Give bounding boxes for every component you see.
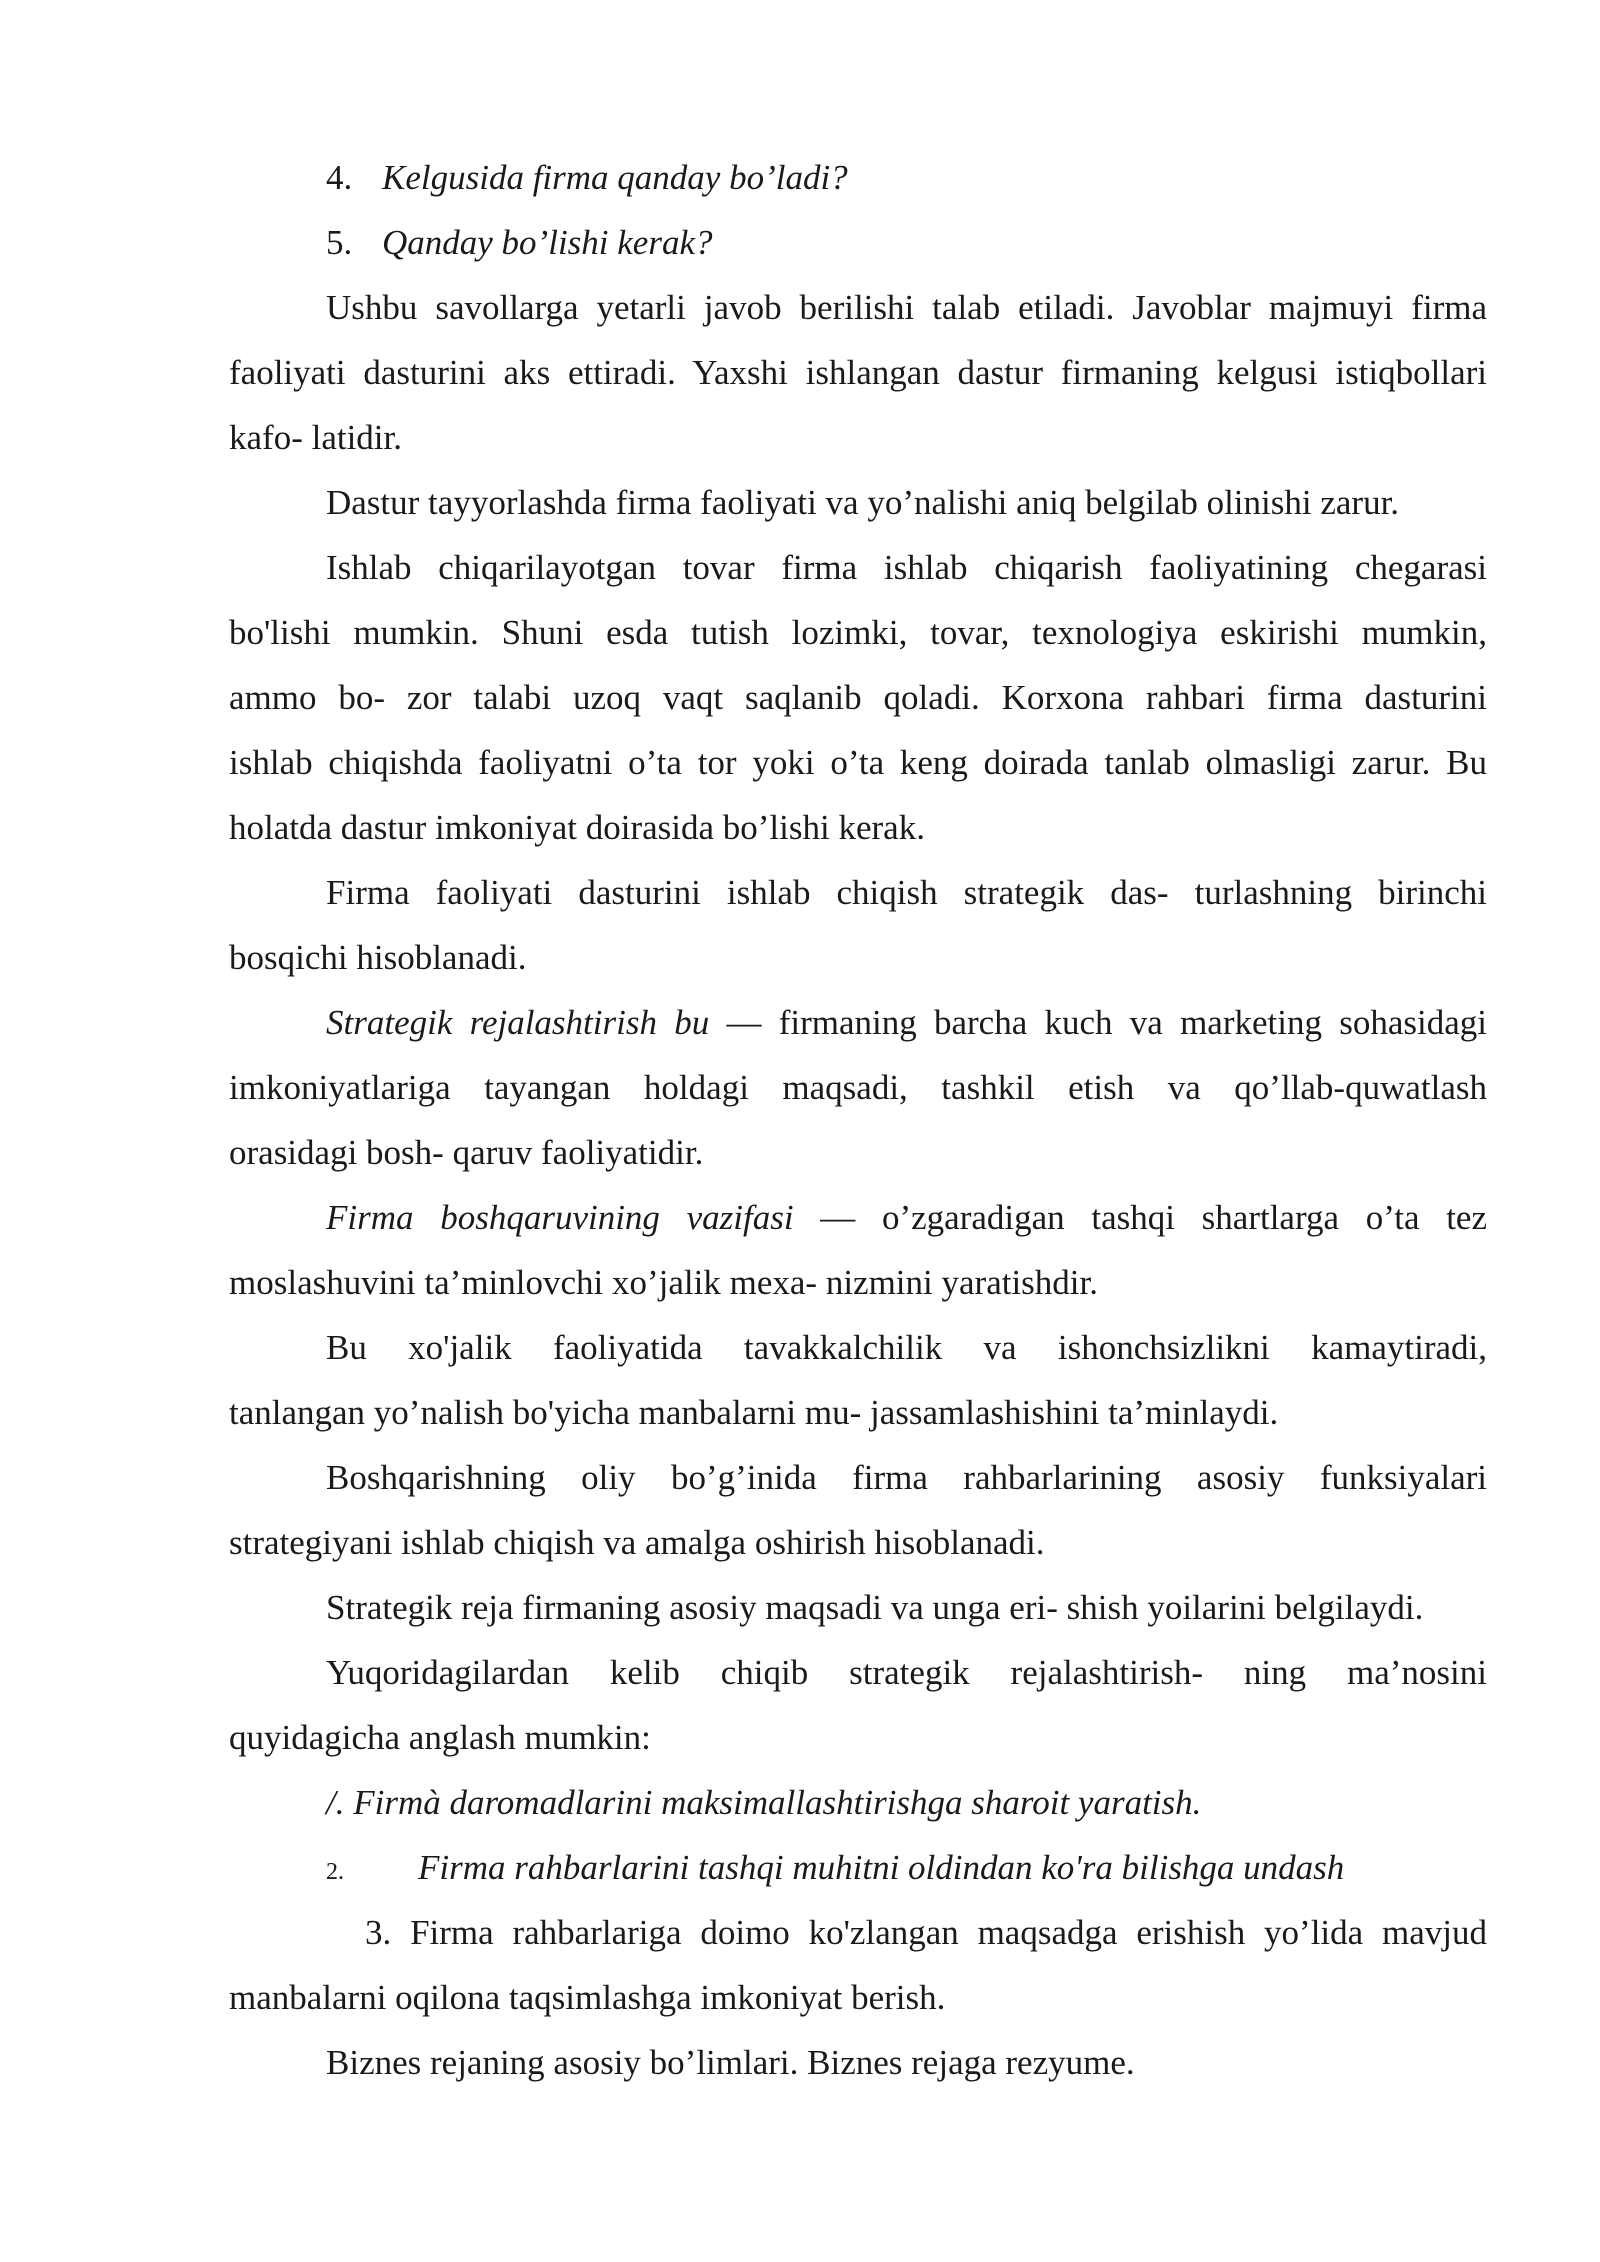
paragraph-line-definition xyxy=(229,1190,1487,1255)
definition-text: — o’zgaradigan tashqi shartlarga o’ta tez xyxy=(793,1198,1487,1237)
paragraph-line: tanlangan yo’nalish bo'yicha manbalarni mu- jassamlashishini ta’minlaydi. xyxy=(229,1393,1279,1432)
paragraph-line: manbalarni oqilona taqsimlashga imkoniyat berish. xyxy=(229,1978,946,2017)
list-item-2 xyxy=(229,1840,1487,1905)
section-heading: Biznes rejaning asosiy bo’limlari. Biznes rejaga rezyume. xyxy=(326,2043,1135,2082)
paragraph-line: imkoniyatlariga tayangan holdagi maqsadi, tashkil etish va qo’llab-quwatlash xyxy=(229,1068,1487,1107)
paragraph-line: Yuqoridagilardan kelib chiqib strategik rejalashtirish- ning ma’nosini xyxy=(326,1653,1487,1692)
paragraph-line: orasidagi bosh- qaruv faoliyatidir. xyxy=(229,1133,704,1172)
paragraph-line: faoliyati dasturini aks ettiradi. Yaxshi ishlangan dastur firmaning kelgusi istiqbollari xyxy=(229,353,1487,392)
definition-text: — firmaning barcha kuch va marketing sohasidagi xyxy=(709,1003,1487,1042)
list-text: Qanday bo’lishi kerak? xyxy=(382,223,713,262)
paragraph-line: moslashuvini ta’minlovchi xo’jalik mexa- nizmini yaratishdir. xyxy=(229,1263,1099,1302)
list-item-3: 3. Firma rahbarlariga doimo ko'zlangan maqsadga erishish yo’lida mavjud xyxy=(365,1913,1487,1952)
definition-term: Strategik rejalashtirish bu xyxy=(326,1003,710,1042)
paragraph-line: Firma faoliyati dasturini ishlab chiqish strategik das- turlashning birinchi xyxy=(326,873,1487,912)
paragraph-line: Bu xo'jalik faoliyatida tavakkalchilik va ishonchsizlikni kamaytiradi, xyxy=(326,1328,1487,1367)
list-text: Firma rahbarlarini tashqi muhitni oldindan ko'ra bilishga undash xyxy=(418,1848,1345,1887)
paragraph-line: kafo- latidir. xyxy=(229,418,403,457)
paragraph-line: Ishlab chiqarilayotgan tovar firma ishlab chiqarish faoliyatining chegarasi xyxy=(326,548,1487,587)
paragraph-line: bosqichi hisoblanadi. xyxy=(229,938,527,977)
paragraph-line-definition xyxy=(229,995,1487,1060)
list-text: Kelgusida firma qanday bo’ladi? xyxy=(382,158,848,197)
paragraph-line: bo'lishi mumkin. Shuni esda tutish lozimki, tovar, texnologiya eskirishi mumkin, xyxy=(229,613,1487,652)
paragraph-line: Strategik reja firmaning asosiy maqsadi va unga eri- shish yoilarini belgilaydi. xyxy=(326,1588,1424,1627)
list-number: 2. xyxy=(326,1859,344,1885)
document-page xyxy=(229,150,1487,2100)
paragraph-line: Dastur tayyorlashda firma faoliyati va yo’nalishi aniq belgilab olinishi zarur. xyxy=(326,483,1400,522)
list-item-1: /. Firmà daromadlarini maksimallashtirishga sharoit yaratish. xyxy=(326,1783,1202,1822)
list-item-5 xyxy=(229,215,1487,280)
paragraph-line: ishlab chiqishda faoliyatni o’ta tor yoki o’ta keng doirada tanlab olmasligi zarur. Bu xyxy=(229,743,1487,782)
paragraph-line: ammo bo- zor talabi uzoq vaqt saqlanib qoladi. Korxona rahbari firma dasturini xyxy=(229,678,1487,717)
paragraph-line: holatda dastur imkoniyat doirasida bo’lishi kerak. xyxy=(229,808,925,847)
definition-term: Firma boshqaruvining vazifasi xyxy=(326,1198,794,1237)
list-item-4 xyxy=(229,150,1487,215)
paragraph-line: quyidagicha anglash mumkin: xyxy=(229,1718,651,1757)
paragraph-line: Boshqarishning oliy bo’g’inida firma rahbarlarining asosiy funksiyalari xyxy=(326,1458,1487,1497)
paragraph-line: Ushbu savollarga yetarli javob berilishi talab etiladi. Javoblar majmuyi firma xyxy=(326,288,1487,327)
list-number: 5. xyxy=(326,223,353,262)
list-number: 4. xyxy=(326,158,353,197)
paragraph-line: strategiyani ishlab chiqish va amalga oshirish hisoblanadi. xyxy=(229,1523,1045,1562)
